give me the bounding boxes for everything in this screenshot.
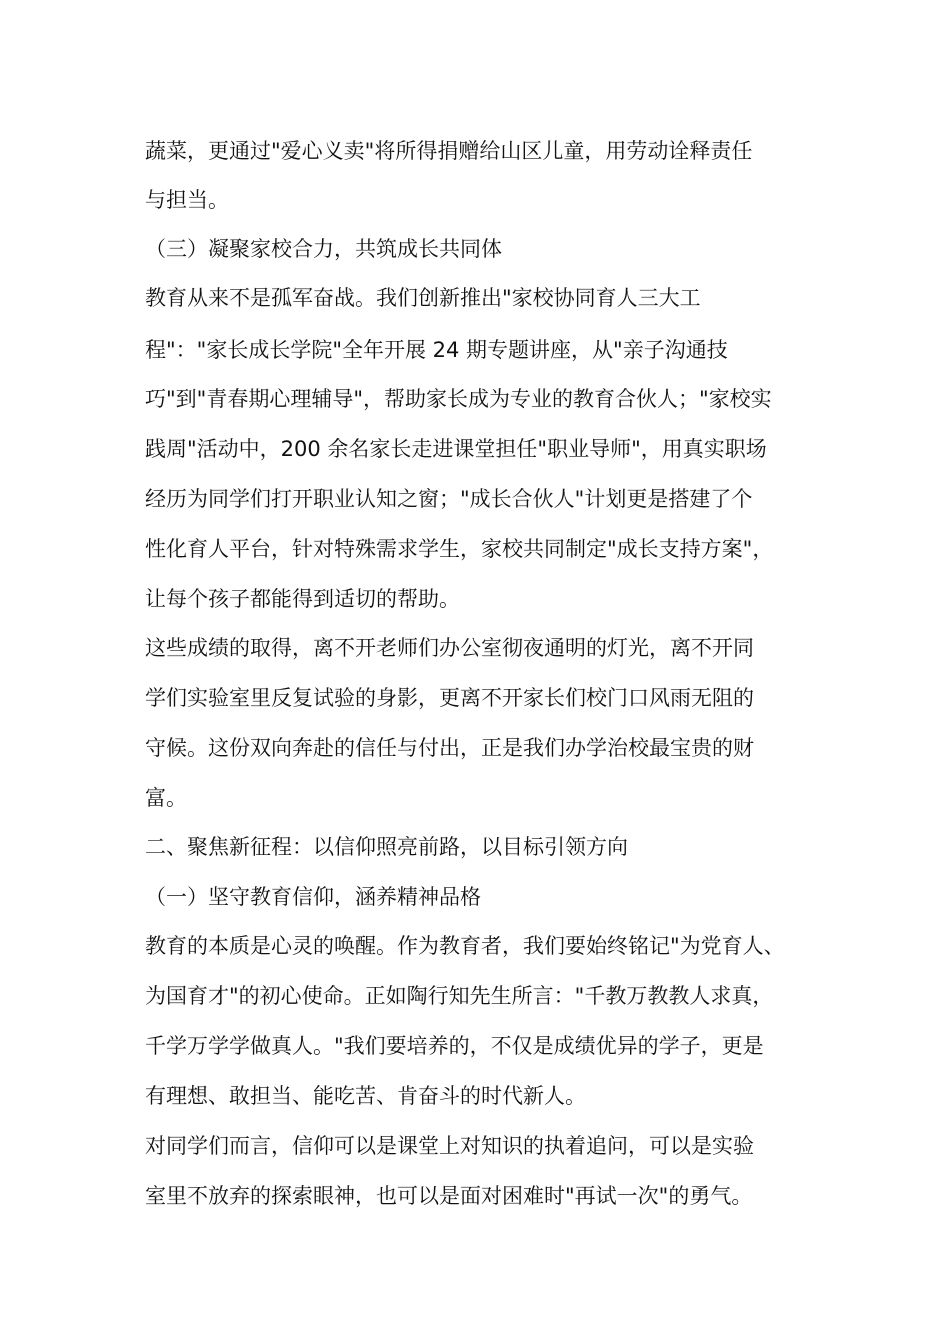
paragraph-line: 程"："家长成长学院"全年开展 24 期专题讲座，从"亲子沟通技 (145, 338, 728, 362)
paragraph-line: 学们实验室里反复试验的身影，更离不开家长们校门口风雨无阻的 (145, 686, 754, 710)
paragraph-line: 性化育人平台，针对特殊需求学生，家校共同制定"成长支持方案"， (145, 537, 774, 561)
paragraph-line: 这些成绩的取得，离不开老师们办公室彻夜通明的灯光，离不开同 (145, 636, 754, 660)
paragraph-line: 对同学们而言，信仰可以是课堂上对知识的执着追问，可以是实验 (145, 1134, 754, 1158)
chapter-heading: 二、聚焦新征程：以信仰照亮前路，以目标引领方向 (145, 835, 628, 859)
section-heading: （一）坚守教育信仰，涵养精神品格 (145, 885, 481, 909)
paragraph-line: 让每个孩子都能得到适切的帮助。 (145, 587, 460, 611)
section-heading: （三）凝聚家校合力，共筑成长共同体 (145, 237, 502, 261)
paragraph-line: 千学万学学做真人。"我们要培养的，不仅是成绩优异的学子，更是 (145, 1034, 764, 1058)
paragraph-line: 蔬菜，更通过"爱心义卖"将所得捐赠给山区儿童，用劳动诠释责任 (145, 139, 753, 163)
paragraph-line: 为国育才"的初心使命。正如陶行知先生所言："千教万教教人求真， (145, 984, 774, 1008)
paragraph-line: 守候。这份双向奔赴的信任与付出，正是我们办学治校最宝贵的财 (145, 736, 754, 760)
paragraph-line: 有理想、敢担当、能吃苦、肯奋斗的时代新人。 (145, 1084, 586, 1108)
paragraph-line: 巧"到"青春期心理辅导"，帮助家长成为专业的教育合伙人；"家校实 (145, 387, 772, 411)
paragraph-line: 经历为同学们打开职业认知之窗；"成长合伙人"计划更是搭建了个 (145, 487, 753, 511)
paragraph-line: 室里不放弃的探索眼神，也可以是面对困难时"再试一次"的勇气。 (145, 1184, 753, 1208)
paragraph-line: 教育的本质是心灵的唤醒。作为教育者，我们要始终铭记"为党育人、 (145, 934, 785, 958)
paragraph-line: 与担当。 (145, 188, 229, 212)
paragraph-line: 富。 (145, 786, 187, 810)
paragraph-line: 践周"活动中，200 余名家长走进课堂担任"职业导师"，用真实职场 (145, 437, 767, 461)
paragraph-line: 教育从来不是孤军奋战。我们创新推出"家校协同育人三大工 (145, 286, 701, 310)
